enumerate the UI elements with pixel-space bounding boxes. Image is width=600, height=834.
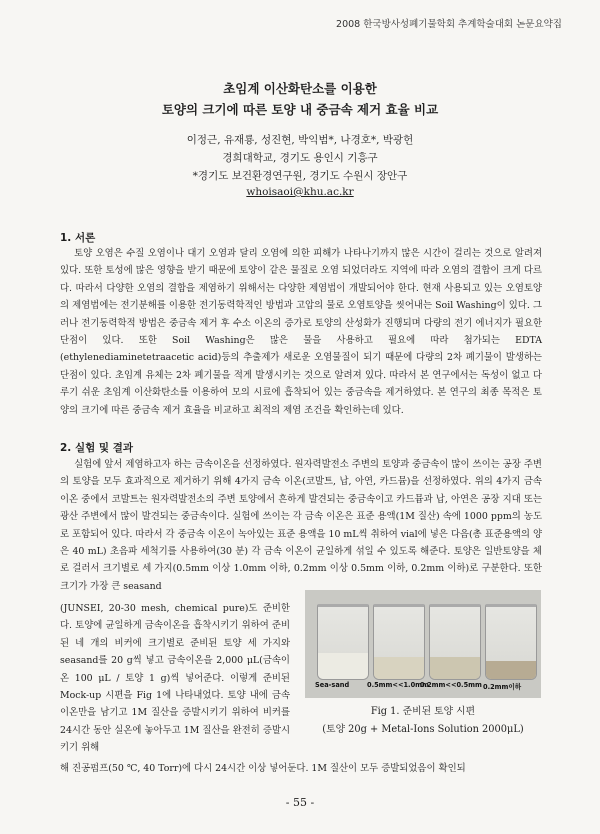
beaker-0-2-0-5mm <box>429 604 481 680</box>
section-1-body: 토양 오염은 수질 오염이나 대기 오염과 달리 오염에 의한 피해가 나타나기까지 많은 시간이 걸리는 것으로 알려져 있다. 또한 토성에 많은 영향을 받기 때문에 토양이 같은 물질로 오염 되었더라도 지역에 따라 오염의 결합이 크게 다르다. 따라서 다양한 오염의 결합을 제염하기 위해서는 다양한 제염법이 개발되어야 한다. 현재 사용되고 있는 오염토양의 제염법에는 전기분해를 이용한 전기동력학적인 방법과 고압의 물로 오염토양을 씻어내는 Soil Washing이 있다. 그러나 전기동력학적 방법은 중금속 제거 후 수소 이온의 증가로 토양의 산성화가 진행되며 다량의 전기 에너지가 필요한 단점이 있다. 또한 Soil Washing은 많은 물을 사용하고 필요에 따라 첨가되는 EDTA (ethylenediaminetetraacetic acid)등의 추출제가 새로운 오염물질이 되기 때문에 다량의 2차 폐기물이 발생하는 단점이 있다. 초임계 유체는 2차 폐기물을 적게 발생시키는 것으로 알려져 있다. 따라서 본 연구에서는 독성이 없고 다루기 쉬운 초임계 이산화탄소를 이용하여 모의 시료에 흡착되어 있는 중금속을 제거하였다. 본 연구의 최종 목적은 토양의 크기에 따른 중금속 제거 효율을 비교하고 최적의 제염 조건을 확인하는데 있다. <box>60 248 542 416</box>
section-2-paragraph-1: 실험에 앞서 제염하고자 하는 금속이온을 선정하였다. 원자력발전소 주변의 토양과 중금속이 많이 쓰이는 공장 주변의 토양을 모두 효과적으로 제거하기 위해 4가지 금속 이온(코발트, 납, 아연, 카드뮴)을 선정하였다. 위의 4가지 금속 이온 중에서 코발트는 원자력발전소의 주변 토양에서 흔하게 발견되는 중금속이고 카드뮴과 납, 아연은 공장 지대 또는 광산 주변에서 많이 발견되는 중금속이다. 실험에 쓰이는 각 금속 이온은 표준 용액(1M 질산) 속에 1000 ppm의 농도로 포함되어 있다. 따라서 각 중금속 이온이 녹아있는 표준 용액을 10 mL씩 취하여 vial에 넣은 다음(총 표준용액의 양은 40 mL) 초음파 세척기를 사용하여(30 분) 각 금속 이온이 균일하게 섞일 수 있도록 해준다. 토양은 일반토양을 체로 걸러서 크기별로 세 가지(0.5mm 이상 1.0mm 이하, 0.2mm 이상 0.5mm 이하, 0.2mm 이하)로 구분한다. 또한 크기가 가장 큰 seasand <box>60 459 542 592</box>
author-email[interactable]: whoisaoi@khu.ac.kr <box>246 186 354 198</box>
beaker-0-5-1-0mm <box>373 604 425 680</box>
figure-label: Sea-sand <box>315 681 350 689</box>
figure-1-photo <box>305 590 541 698</box>
figure-label: 0.2mm이하 <box>483 683 522 691</box>
affiliation-1: 경희대학교, 경기도 용인시 기흥구 <box>222 152 378 164</box>
paper-title-line1: 초임계 이산화탄소를 이용한 <box>223 81 377 96</box>
figure-caption-line2: (토양 20g + Metal-Ions Solution 2000μL) <box>322 724 524 735</box>
beaker-under-0-2mm <box>485 604 537 680</box>
paper-title-line2: 토양의 크기에 따른 토양 내 중금속 제거 효율 비교 <box>161 102 439 117</box>
running-header: 2008 한국방사성폐기물학회 추계학술대회 논문요약집 <box>336 19 562 30</box>
section-1-heading: 1. 서론 <box>60 232 96 244</box>
page-number: - 55 - <box>285 796 315 809</box>
beaker-sea-sand <box>317 604 369 680</box>
figure-caption-line1: Fig 1. 준비된 토양 시편 <box>370 706 476 717</box>
author-list: 이정근, 유재룡, 성진현, 박익범*, 나경호*, 박광헌 <box>186 134 414 146</box>
section-2-paragraph-2: (JUNSEI, 20-30 mesh, chemical pure)도 준비한다. 토양에 균일하게 금속이온을 흡착시키기 위하여 준비된 네 개의 비커에 크기별로 준비된 토양 세 가지와 seasand를 20 g씩 넣고 금속이온을 2,000 μL(금속이온 100 μL / 토양 1 g)씩 넣어준다. 이렇게 준비된 Mock-up 시편을 Fig 1에 나타내었다. 토양 내에 금속이온만을 남기고 1M 질산을 증발시키기 위하여 비커를 24시간 동안 실온에 놓아두고 1M 질산을 완전히 증발시키기 위해 <box>60 603 290 754</box>
affiliation-2: *경기도 보건환경연구원, 경기도 수원시 장안구 <box>192 170 408 182</box>
figure-label: 0.5mm<<1.0mm <box>367 681 429 689</box>
section-2-heading: 2. 실험 및 결과 <box>60 442 133 454</box>
figure-label: 0.2mm<<0.5mm <box>420 681 482 689</box>
section-2-paragraph-3: 해 진공펌프(50 ℃, 40 Torr)에 다시 24시간 이상 넣어둔다. 1M 질산이 모두 증발되었음이 확인되 <box>60 763 466 774</box>
